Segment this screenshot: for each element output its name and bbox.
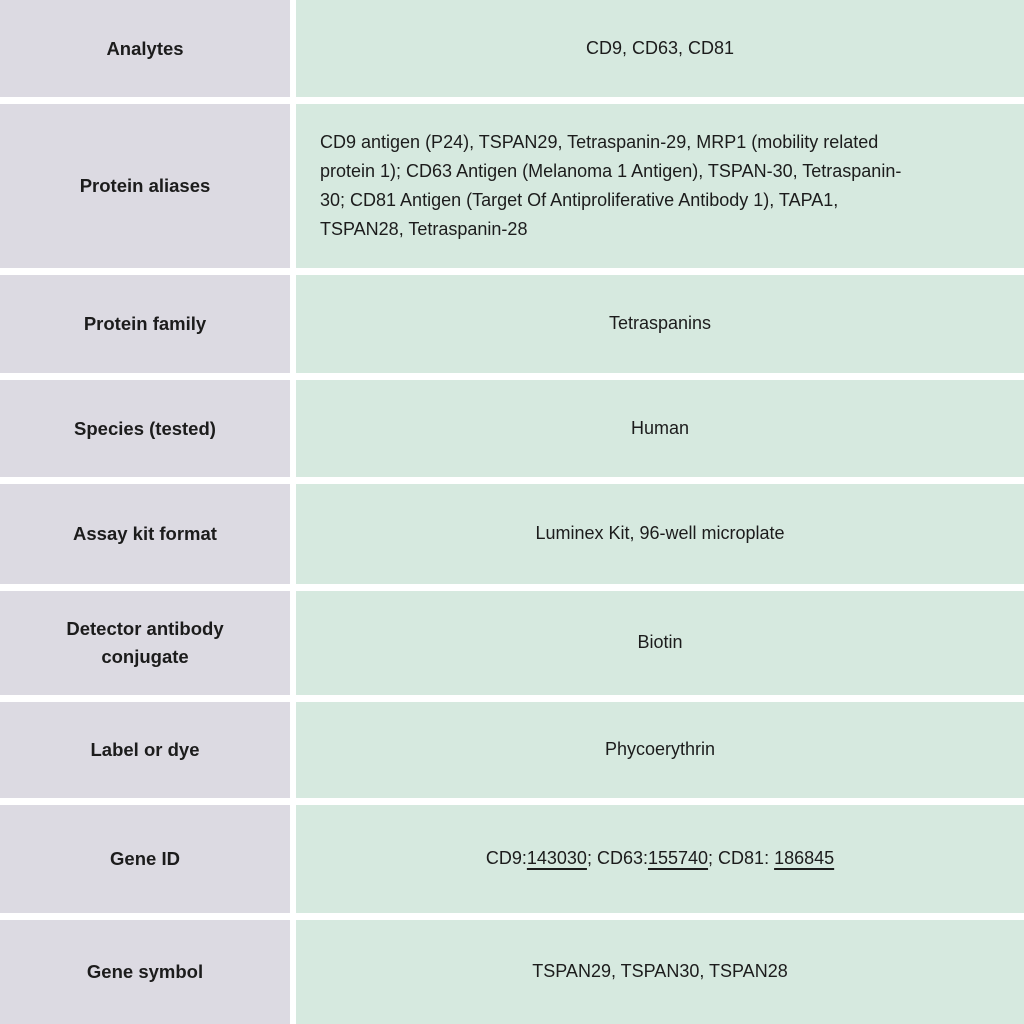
row-value-text: Biotin	[637, 632, 683, 653]
row-value	[296, 380, 1024, 477]
table-row-assay-kit-format	[0, 484, 1024, 584]
row-value	[296, 591, 1024, 695]
row-label: Protein aliases	[0, 104, 290, 268]
gene-id-link[interactable]: 155740	[647, 848, 709, 869]
row-value	[296, 920, 1024, 1024]
gene-id-text: ; CD63:	[586, 848, 648, 869]
row-value	[296, 702, 1024, 798]
row-value	[296, 484, 1024, 584]
row-label: Gene symbol	[0, 920, 290, 1024]
row-label: Protein family	[0, 275, 290, 373]
row-value-text: Human	[630, 417, 690, 438]
row-label: Species (tested)	[0, 380, 290, 477]
table-row-gene-symbol	[0, 920, 1024, 1024]
row-value	[296, 104, 1024, 268]
row-value-text: Luminex Kit, 96-well microplate	[535, 523, 785, 544]
row-label: Label or dye	[0, 702, 290, 798]
row-value	[296, 0, 1024, 97]
table-row-analytes	[0, 0, 1024, 97]
row-value-text	[486, 844, 834, 873]
gene-id-text: ; CD81:	[708, 848, 775, 869]
row-label: Assay kit format	[0, 484, 290, 584]
table-row-gene-id	[0, 805, 1024, 913]
gene-id-link[interactable]: 186845	[774, 848, 835, 869]
row-value-text: CD9, CD63, CD81	[585, 37, 735, 58]
row-label: Detector antibody conjugate	[0, 591, 290, 695]
table-row-protein-family	[0, 275, 1024, 373]
row-value	[296, 275, 1024, 373]
gene-id-link[interactable]: 143030	[526, 848, 587, 869]
row-label: Gene ID	[0, 805, 290, 913]
table-row-detector-antibody-conjugate	[0, 591, 1024, 695]
row-value-text: CD9 antigen (P24), TSPAN29, Tetraspanin-29, MRP1 (mobility related protein 1); CD63 Antigen (Melanoma 1 Antigen), TSPAN-30, Tetraspanin-30; CD81 Antigen (Target Of Antiproliferative Antibody 1), TAPA1, TSPAN28, Tetraspanin-28	[320, 131, 902, 240]
gene-id-text: CD9:	[485, 848, 527, 869]
table-row-species-tested	[0, 380, 1024, 477]
row-value	[296, 805, 1024, 913]
table-row-protein-aliases	[0, 104, 1024, 268]
row-label: Analytes	[0, 0, 290, 97]
table-row-label-or-dye	[0, 702, 1024, 798]
row-value-text: Tetraspanins	[608, 313, 712, 334]
row-value-text: TSPAN29, TSPAN30, TSPAN28	[532, 961, 788, 982]
row-value-text: Phycoerythrin	[604, 739, 716, 760]
